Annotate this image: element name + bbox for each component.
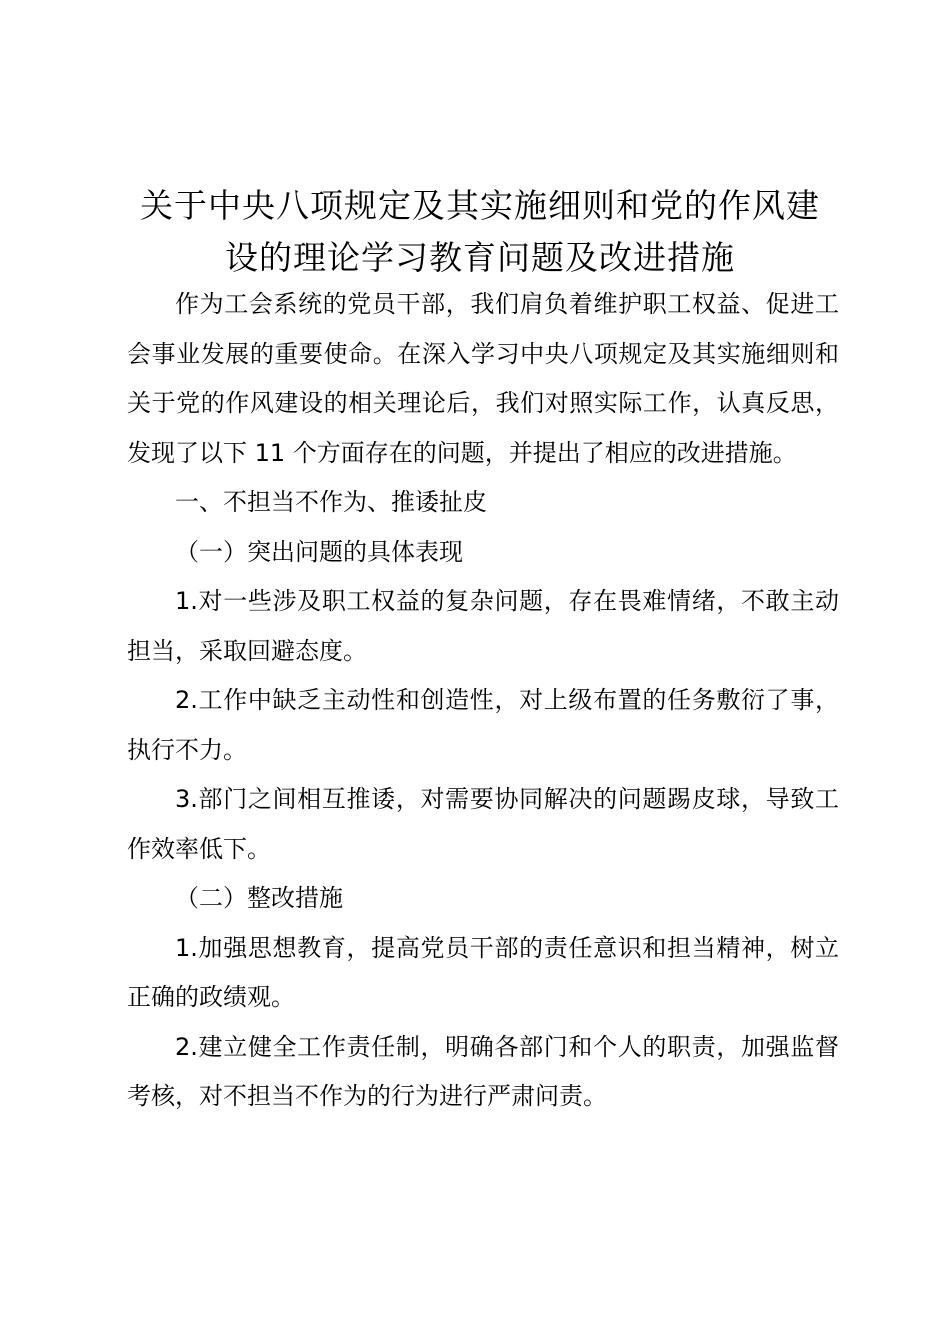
problem-item: 3.部门之间相互推诿，对需要协同解决的问题踢皮球，导致工作效率低下。	[127, 785, 839, 863]
title-line-2: 设的理论学习教育问题及改进措施	[225, 238, 735, 277]
section-heading: 一、不担当不作为、推诿扯皮	[175, 488, 487, 516]
measure-item: 1.加强思想教育，提高党员干部的责任意识和担当精神，树立正确的政绩观。	[127, 933, 839, 1011]
problem-item: 1.对一些涉及职工权益的复杂问题，存在畏难情绪，不敢主动担当，采取回避态度。	[127, 587, 839, 665]
title-line-1: 关于中央八项规定及其实施细则和党的作风建	[140, 186, 820, 225]
problem-item: 2.工作中缺乏主动性和创造性，对上级布置的任务敷衍了事，执行不力。	[127, 686, 839, 764]
intro-paragraph: 作为工会系统的党员干部，我们肩负着维护职工权益、促进工会事业发展的重要使命。在深入学习中央八项规定及其实施细则和关于党的作风建设的相关理论后，我们对照实际工作，认真反思，发现了以下 11 个方面存在的问题，并提出了相应的改进措施。	[127, 290, 839, 467]
subsection-heading: （二）整改措施	[175, 884, 343, 912]
subsection-heading: （一）突出问题的具体表现	[175, 537, 463, 566]
measure-item: 2.建立健全工作责任制，明确各部门和个人的职责，加强监督考核，对不担当不作为的行为进行严肃问责。	[127, 1032, 839, 1110]
document-title	[118, 180, 842, 284]
document-body	[127, 280, 839, 1122]
